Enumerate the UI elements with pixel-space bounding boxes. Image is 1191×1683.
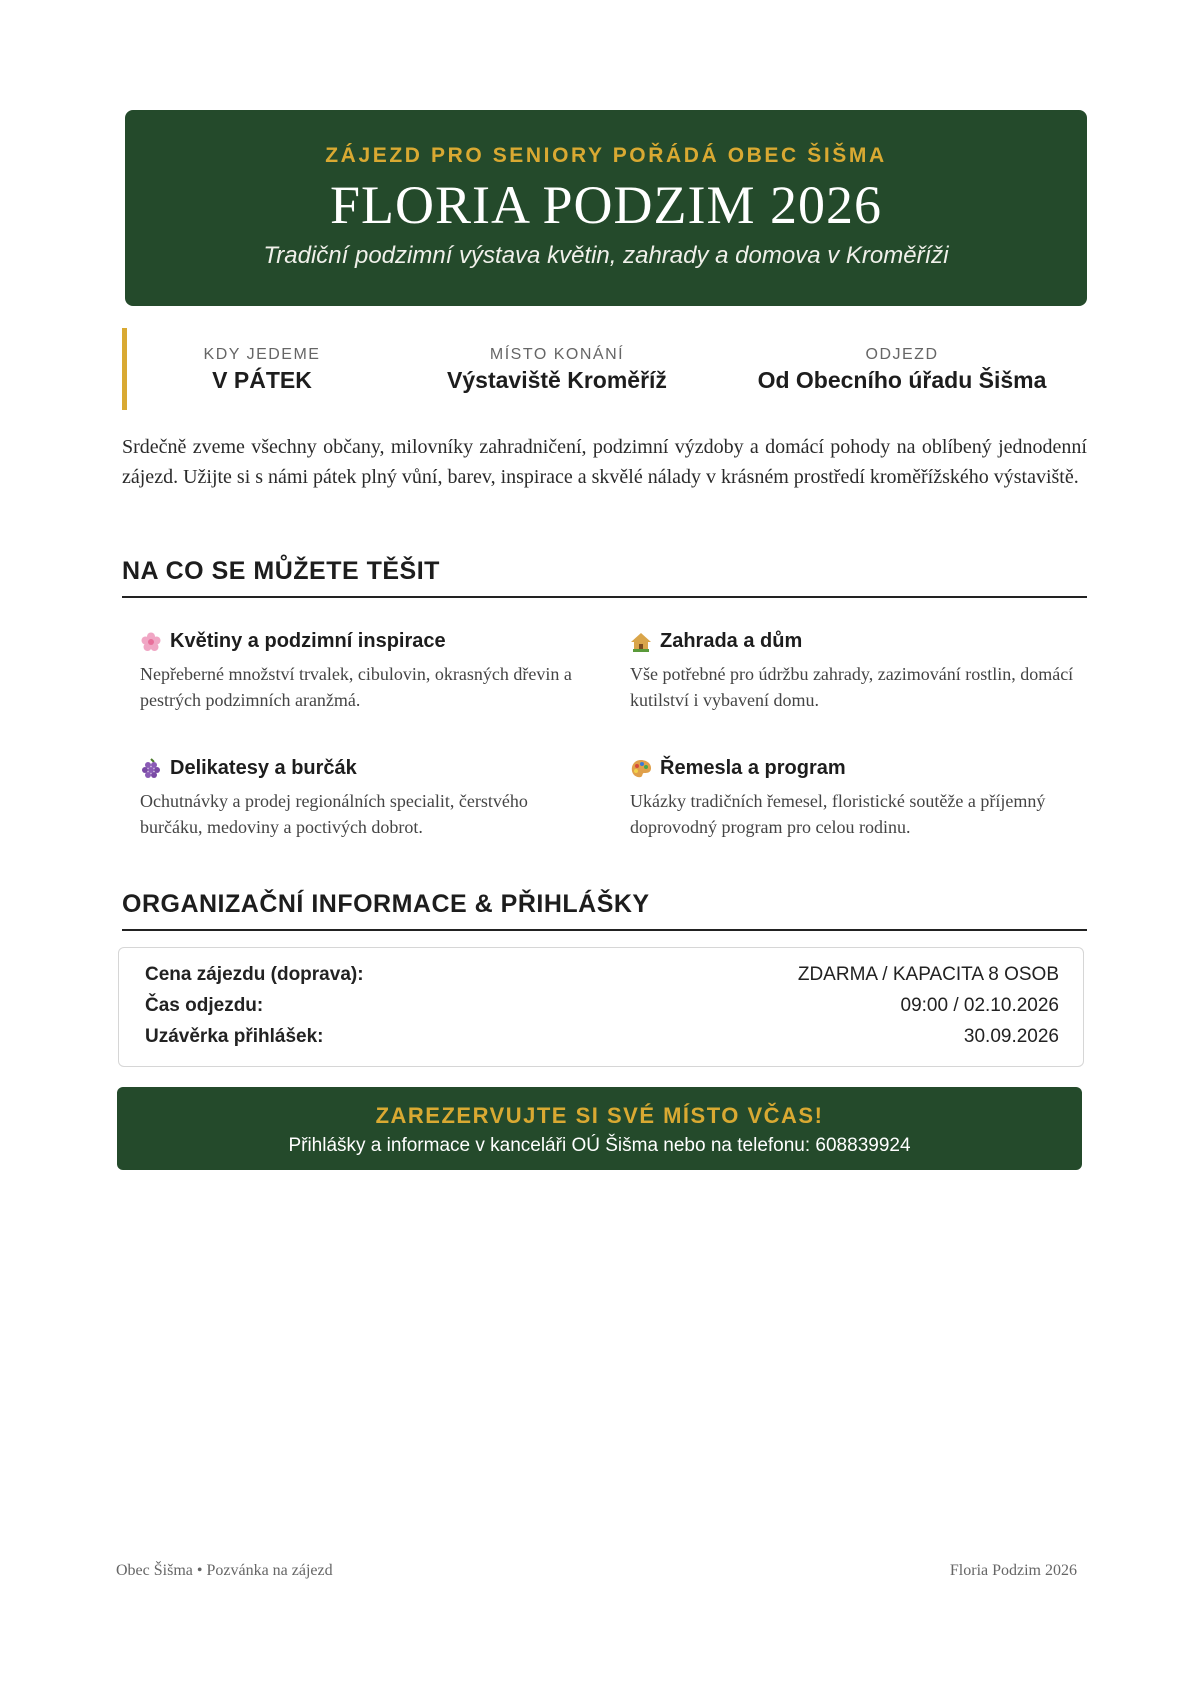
feature-title: Zahrada a dům [660, 630, 803, 652]
organization-details [118, 947, 1084, 1067]
feature-text: Ukázky tradičních řemesel, floristické soutěže a příjemný doprovodný program pro celou rodinu. [630, 791, 1046, 837]
header-kicker: ZÁJEZD PRO SENIORY POŘÁDÁ OBEC ŠIŠMA [325, 144, 887, 167]
info-label: ODJEZD [865, 346, 939, 363]
footer-right: Floria Podzim 2026 [949, 1562, 1077, 1579]
accent-bar [122, 328, 127, 410]
page-title: FLORIA PODZIM 2026 [329, 175, 883, 235]
info-label: KDY JEDEME [203, 346, 321, 363]
feature-title: Delikatesy a burčák [170, 757, 357, 779]
palette-icon [630, 758, 652, 780]
detail-label: Uzávěrka přihlášek: [145, 1026, 324, 1047]
info-departure [722, 346, 1082, 394]
feature-item [140, 757, 590, 840]
detail-row [145, 1026, 1059, 1056]
feature-item [630, 630, 1080, 713]
reservation-contact: Přihlášky a informace v kanceláři OÚ Šišma nebo na telefonu: 608839924 [288, 1135, 911, 1156]
header-subtitle: Tradiční podzimní výstava květin, zahrady a domova v Kroměříži [263, 242, 949, 269]
reservation-title: ZAREZERVUJTE SI SVÉ MÍSTO VČAS! [375, 1103, 824, 1128]
feature-item [140, 630, 590, 713]
organization-heading: ORGANIZAČNÍ INFORMACE & PŘIHLÁŠKY [122, 890, 1087, 931]
detail-row [145, 964, 1059, 994]
info-when [162, 346, 362, 394]
intro-paragraph: Srdečně zveme všechny občany, milovníky zahradničení, podzimní výzdoby a domácí pohody na oblíbený jednodenní zájezd. Užijte si s námi pátek plný vůní, barev, inspirace a skvělé nálady v krásném prostředí kroměřížského výstaviště. [122, 436, 1087, 488]
detail-label: Čas odjezdu: [145, 995, 264, 1016]
feature-item [630, 757, 1080, 840]
feature-text: Ochutnávky a prodej regionálních specialit, čerstvého burčáku, medoviny a poctivých dobrot. [140, 791, 528, 837]
detail-value: ZDARMA / KAPACITA 8 OSOB [797, 964, 1059, 985]
detail-label: Cena zájezdu (doprava): [145, 964, 364, 985]
grapes-icon [140, 758, 162, 780]
header-banner [125, 110, 1087, 306]
flower-icon [140, 631, 162, 653]
footer-left: Obec Šišma • Pozvánka na zájezd [116, 1562, 333, 1579]
detail-value: 09:00 / 02.10.2026 [900, 995, 1059, 1016]
info-place [412, 346, 702, 394]
info-value: Výstaviště Kroměříž [447, 367, 667, 393]
info-label: MÍSTO KONÁNÍ [489, 346, 625, 363]
feature-text: Vše potřebné pro údržbu zahrady, zazimování rostlin, domácí kutilství i vybavení domu. [630, 664, 1074, 710]
feature-title: Květiny a podzimní inspirace [170, 630, 446, 652]
feature-title: Řemesla a program [660, 757, 846, 779]
house-icon [630, 631, 652, 653]
detail-row [145, 995, 1059, 1025]
reservation-banner [117, 1087, 1082, 1170]
info-value: Od Obecního úřadu Šišma [757, 367, 1047, 393]
info-value: V PÁTEK [212, 367, 312, 393]
features-heading: NA CO SE MŮŽETE TĚŠIT [122, 557, 1087, 598]
feature-text: Nepřeberné množství trvalek, cibulovin, okrasných dřevin a pestrých podzimních aranžmá. [140, 664, 572, 710]
detail-value: 30.09.2026 [963, 1026, 1059, 1047]
trip-info-strip [122, 328, 1087, 410]
